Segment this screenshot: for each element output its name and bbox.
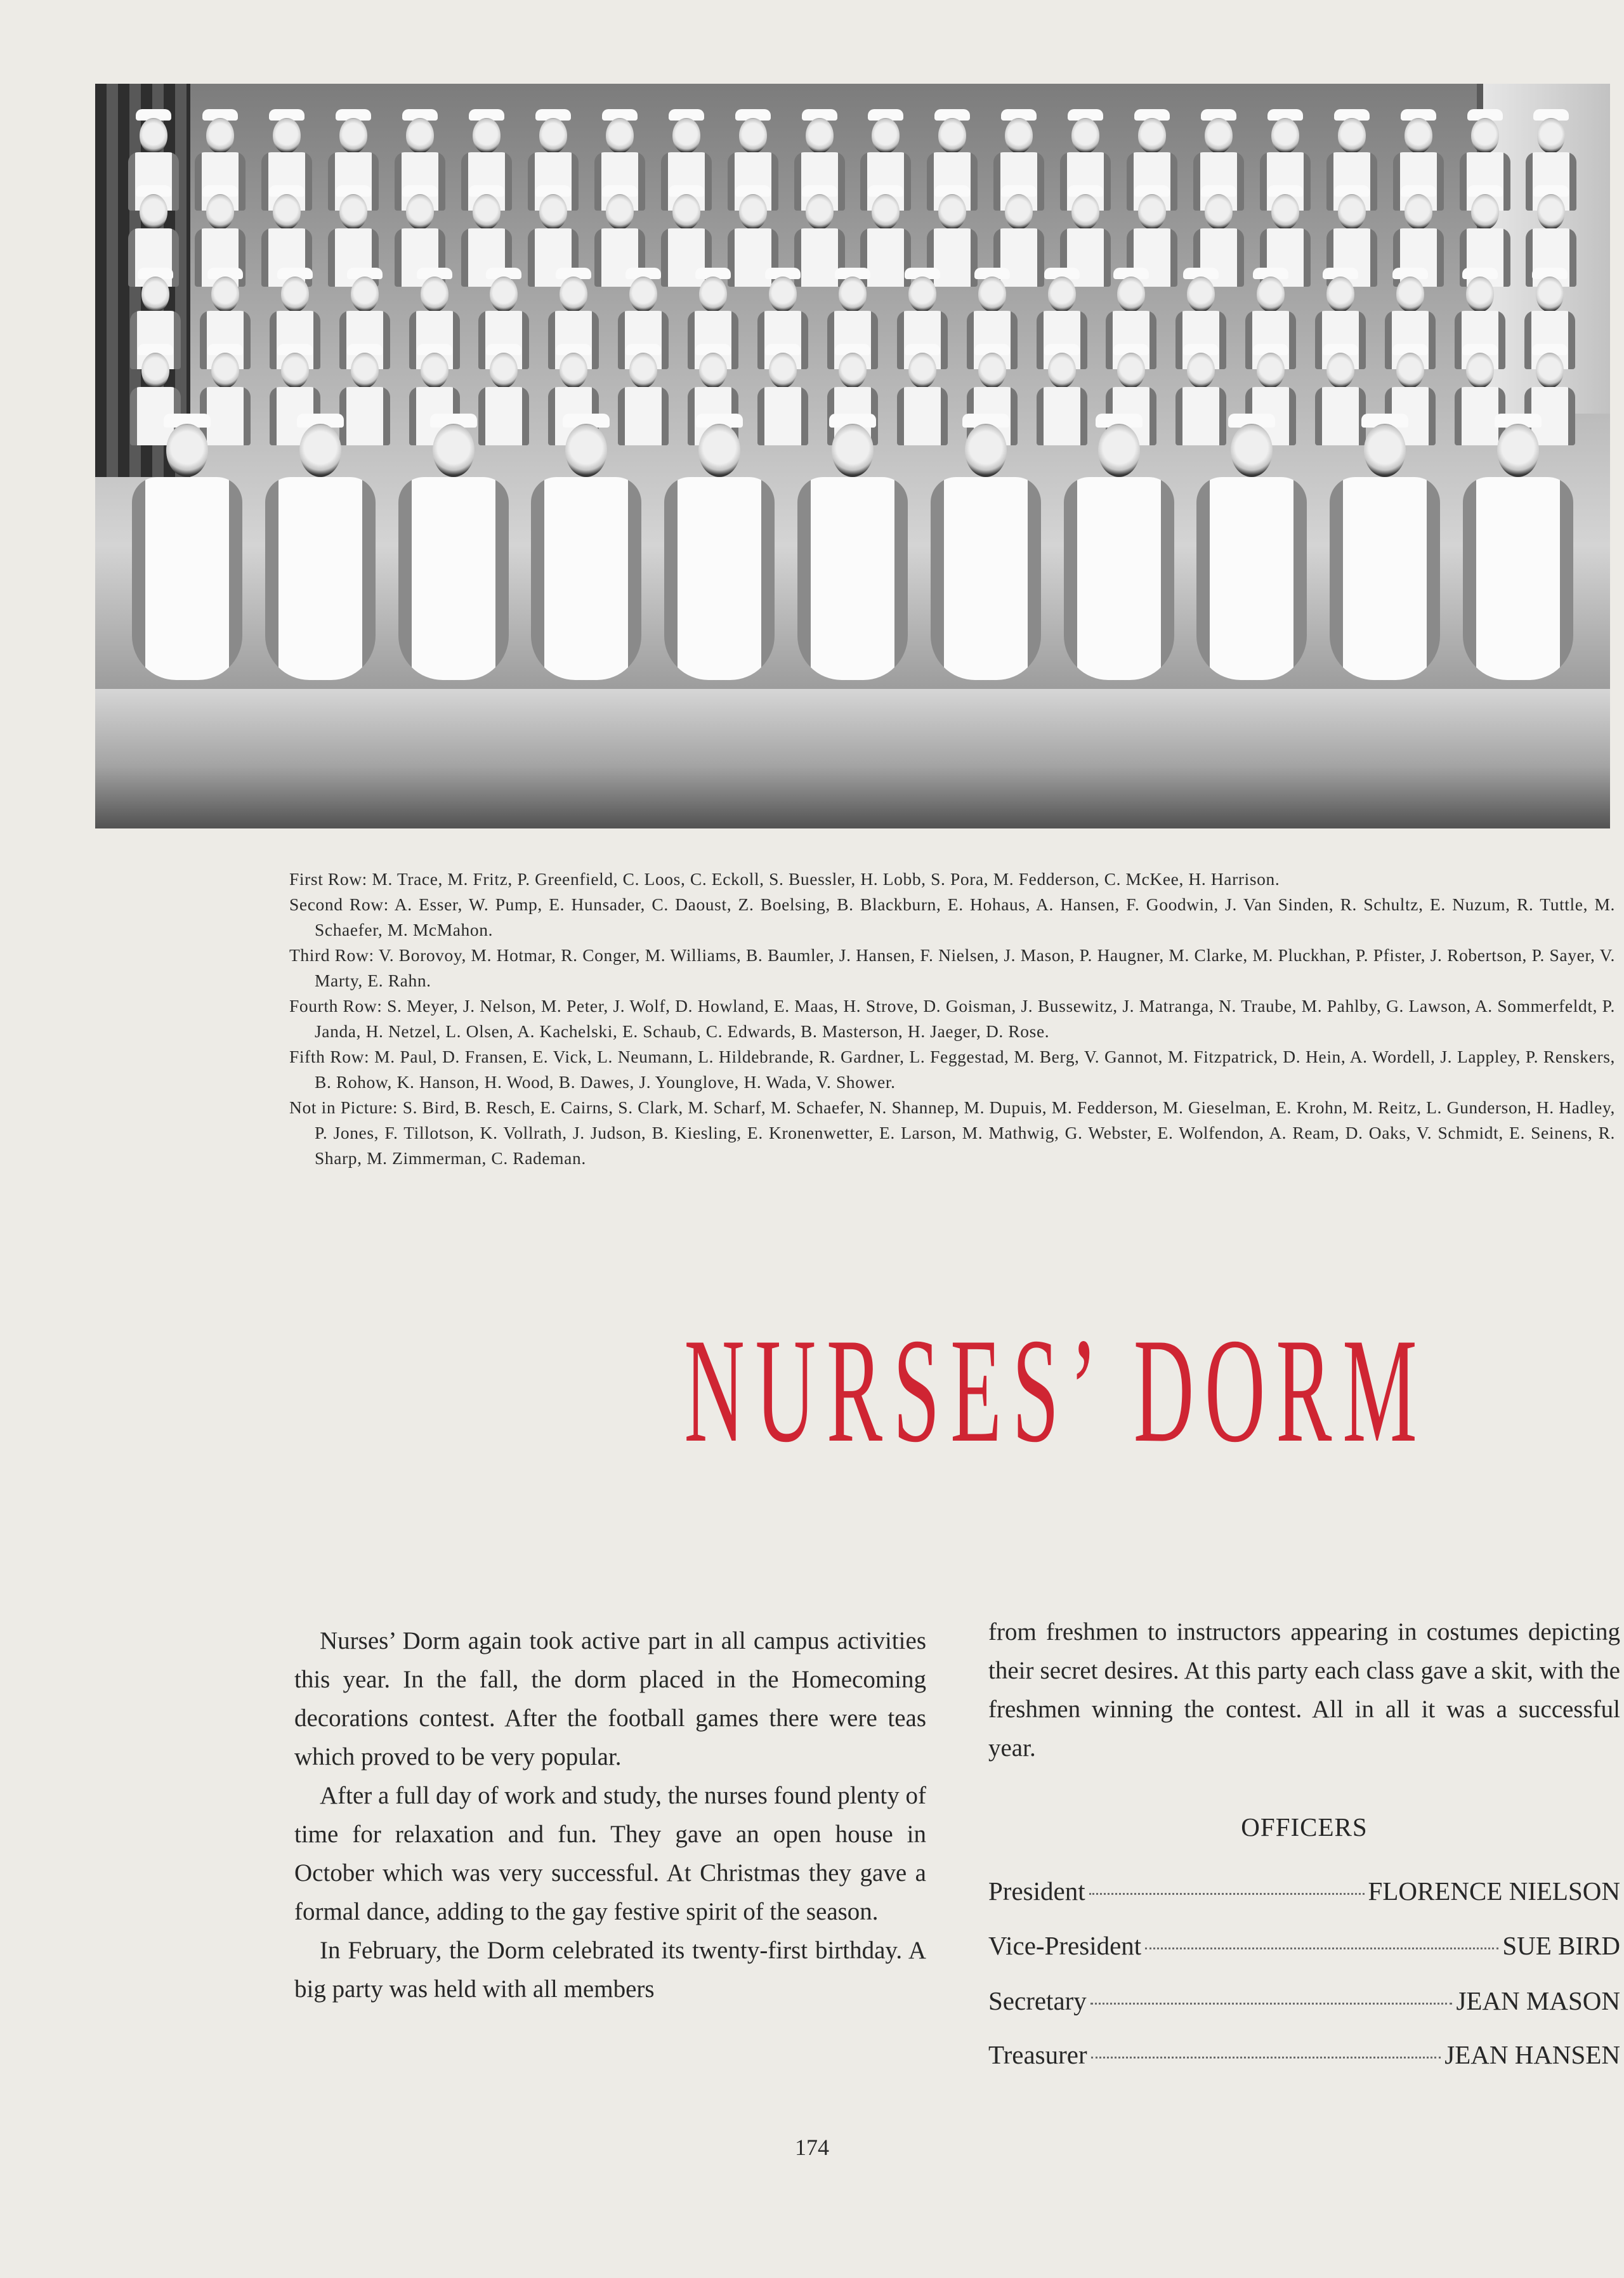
photo-caption bbox=[289, 867, 1615, 1171]
photo-person bbox=[1325, 414, 1445, 680]
officer-row bbox=[988, 1986, 1620, 2024]
officer-role: Treasurer bbox=[988, 2040, 1087, 2069]
person-face bbox=[839, 277, 867, 312]
officer-role: Secretary bbox=[988, 1986, 1087, 2015]
person-face bbox=[1471, 118, 1499, 154]
officer-row bbox=[988, 2039, 1620, 2078]
officer-role: President bbox=[988, 1876, 1085, 1906]
person-uniform bbox=[931, 477, 1041, 680]
person-face bbox=[1471, 194, 1499, 230]
person-face bbox=[1257, 353, 1285, 388]
person-face bbox=[1536, 353, 1564, 388]
photo-person bbox=[1191, 414, 1312, 680]
person-face bbox=[1338, 118, 1366, 154]
person-face bbox=[1048, 353, 1076, 388]
person-face bbox=[1396, 277, 1424, 312]
dot-leader bbox=[1145, 1947, 1498, 1949]
officer-row bbox=[988, 1876, 1620, 1914]
person-face bbox=[281, 353, 309, 388]
person-face bbox=[978, 277, 1006, 312]
caption-row bbox=[289, 1044, 1615, 1095]
dot-leader bbox=[1089, 1893, 1365, 1895]
person-face bbox=[908, 353, 936, 388]
dot-leader bbox=[1090, 2003, 1453, 2005]
caption-row bbox=[289, 867, 1615, 892]
person-face bbox=[606, 194, 634, 230]
person-face bbox=[1466, 353, 1494, 388]
body-paragraph: In February, the Dorm celebrated its twenty-first birthday. A big party was held with all members bbox=[294, 1937, 926, 2003]
person-face bbox=[938, 118, 966, 154]
person-uniform bbox=[664, 477, 775, 680]
person-face bbox=[406, 194, 434, 230]
person-uniform bbox=[531, 477, 641, 680]
person-face bbox=[1536, 277, 1564, 312]
person-face bbox=[1326, 353, 1354, 388]
person-face bbox=[1396, 353, 1424, 388]
person-face bbox=[1138, 194, 1166, 230]
person-face bbox=[1257, 277, 1285, 312]
officer-name: SUE BIRD bbox=[1502, 1931, 1620, 1960]
person-face bbox=[560, 353, 587, 388]
person-face bbox=[1537, 194, 1565, 230]
person-face bbox=[539, 118, 567, 154]
person-face bbox=[406, 118, 434, 154]
person-face bbox=[206, 118, 234, 154]
person-face bbox=[908, 277, 936, 312]
caption-names: V. Borovoy, M. Hotmar, R. Conger, M. Williams, B. Baumler, J. Hansen, F. Nielsen, J. Mason, P. Haugner, M. Clarke, M. Pluckhan, P. Pfister, J. Robertson, P. Sayer, V. Marty, E. Rahn. bbox=[315, 945, 1615, 990]
person-face bbox=[1117, 277, 1145, 312]
caption-label: Fifth Row: bbox=[289, 1047, 370, 1066]
person-face bbox=[490, 353, 518, 388]
caption-names: M. Trace, M. Fritz, P. Greenfield, C. Loos, C. Eckoll, S. Buessler, H. Lobb, S. Pora, M. Fedderson, C. McKee, H. Harrison. bbox=[372, 869, 1280, 889]
caption-label: Third Row: bbox=[289, 945, 374, 965]
photo-person bbox=[393, 414, 514, 680]
person-face bbox=[769, 277, 797, 312]
person-uniform bbox=[1463, 477, 1573, 680]
caption-label: First Row: bbox=[289, 869, 367, 889]
person-face bbox=[1071, 194, 1099, 230]
person-face bbox=[141, 277, 169, 312]
person-face bbox=[1117, 353, 1145, 388]
photo-person bbox=[127, 414, 247, 680]
caption-label: Not in Picture: bbox=[289, 1097, 398, 1117]
person-face bbox=[1271, 118, 1299, 154]
person-face bbox=[1005, 118, 1033, 154]
caption-label: Second Row: bbox=[289, 894, 389, 914]
caption-row bbox=[289, 892, 1615, 943]
person-face bbox=[699, 277, 727, 312]
person-face bbox=[1405, 118, 1432, 154]
person-face bbox=[140, 194, 167, 230]
person-uniform bbox=[1330, 477, 1440, 680]
body-paragraph: from freshmen to instructors appearing in costumes depicting their secret desires. At this party each class gave a skit, with the freshmen winning the contest. All in all it was a successful year. bbox=[988, 1618, 1620, 1762]
caption-row bbox=[289, 943, 1615, 993]
person-face bbox=[832, 424, 874, 477]
caption-names: A. Esser, W. Pump, E. Hunsader, C. Daoust, Z. Boelsing, B. Blackburn, E. Hohaus, A. Hansen, F. Goodwin, J. Van Sinden, R. Schultz, E. Nuzum, R. Tuttle, M. Schaefer, M. McMahon. bbox=[315, 894, 1615, 939]
page-number: 174 bbox=[795, 2135, 829, 2160]
person-face bbox=[141, 353, 169, 388]
person-face bbox=[629, 353, 657, 388]
person-face bbox=[1338, 194, 1366, 230]
caption-names: S. Meyer, J. Nelson, M. Peter, J. Wolf, D. Howland, E. Maas, H. Strove, D. Goisman, J. Bussewitz, J. Matranga, N. Traube, M. Pahlby, G. Lawson, A. Sommerfeldt, P. Janda, H. Netzel, L. Olsen, A. Kachelski, E. Schaub, C. Edwards, B. Masterson, H. Jaeger, D. Rose. bbox=[315, 996, 1615, 1041]
person-face bbox=[281, 277, 309, 312]
caption-names: M. Paul, D. Fransen, E. Vick, L. Neumann, L. Hildebrande, R. Gardner, L. Feggestad, M. Berg, V. Gannot, M. Fitzpatrick, D. Hein, A. Wordell, J. Lappley, P. Renskers, B. Rohow, K. Hanson, H. Wood, B. Dawes, J. Younglove, H. Wada, V. Shower. bbox=[315, 1047, 1615, 1092]
person-face bbox=[473, 118, 501, 154]
person-face bbox=[739, 194, 767, 230]
person-face bbox=[433, 424, 475, 477]
photo-person bbox=[926, 414, 1046, 680]
person-face bbox=[1005, 194, 1033, 230]
person-uniform bbox=[265, 477, 376, 680]
person-face bbox=[739, 118, 767, 154]
person-face bbox=[490, 277, 518, 312]
person-face bbox=[938, 194, 966, 230]
person-face bbox=[339, 118, 367, 154]
officer-role: Vice-President bbox=[988, 1931, 1142, 1960]
person-face bbox=[806, 194, 834, 230]
person-face bbox=[273, 194, 301, 230]
person-face bbox=[421, 277, 449, 312]
person-face bbox=[1231, 424, 1273, 477]
person-face bbox=[672, 194, 700, 230]
person-face bbox=[1364, 424, 1406, 477]
person-face bbox=[1048, 277, 1076, 312]
photo-person bbox=[659, 414, 780, 680]
person-face bbox=[1071, 118, 1099, 154]
caption-names: S. Bird, B. Resch, E. Cairns, S. Clark, M. Scharf, M. Schaefer, N. Shannep, M. Dupuis, M. Fedderson, M. Gieselman, E. Krohn, M. Reitz, L. Gunderson, H. Hadley, P. Jones, F. Tillotson, K. Vollrath, J. Judson, B. Kiesling, E. Kronenwetter, E. Larson, M. Mathwig, G. Webster, E. Wolfendon, A. Ream, D. Oaks, V. Schmidt, E. Seinens, R. Sharp, M. Zimmerman, C. Rademan. bbox=[315, 1097, 1615, 1168]
person-face bbox=[965, 424, 1007, 477]
photo-person bbox=[526, 414, 646, 680]
person-face bbox=[1205, 194, 1233, 230]
body-column-right bbox=[988, 1613, 1620, 1767]
person-face bbox=[1466, 277, 1494, 312]
person-uniform bbox=[1196, 477, 1307, 680]
body-paragraph: After a full day of work and study, the nurses found plenty of time for relaxation and fun. They gave an open house in October which was very successful. At Christmas they gave a formal dance, adding to the gay festive spirit of the season. bbox=[294, 1782, 926, 1925]
person-face bbox=[421, 353, 449, 388]
person-face bbox=[560, 277, 587, 312]
person-face bbox=[806, 118, 834, 154]
person-face bbox=[565, 424, 607, 477]
person-face bbox=[351, 353, 379, 388]
caption-label: Fourth Row: bbox=[289, 996, 383, 1016]
person-face bbox=[699, 353, 727, 388]
person-face bbox=[839, 353, 867, 388]
person-face bbox=[351, 277, 379, 312]
person-face bbox=[672, 118, 700, 154]
person-face bbox=[1271, 194, 1299, 230]
photo-row-front bbox=[121, 414, 1585, 680]
floor bbox=[95, 689, 1610, 828]
photo-person bbox=[1458, 414, 1578, 680]
person-face bbox=[166, 424, 208, 477]
person-face bbox=[698, 424, 740, 477]
person-face bbox=[978, 353, 1006, 388]
person-face bbox=[872, 194, 900, 230]
person-uniform bbox=[797, 477, 908, 680]
person-face bbox=[140, 118, 167, 154]
person-face bbox=[299, 424, 341, 477]
person-face bbox=[872, 118, 900, 154]
caption-row bbox=[289, 1095, 1615, 1171]
group-photo bbox=[95, 84, 1610, 828]
person-face bbox=[1405, 194, 1432, 230]
body-paragraph: Nurses’ Dorm again took active part in all campus activities this year. In the fall, the dorm placed in the Homecoming decorations contest. After the football games there were teas which proved to be very popular. bbox=[294, 1627, 926, 1771]
person-face bbox=[1187, 277, 1215, 312]
person-uniform bbox=[132, 477, 242, 680]
person-face bbox=[339, 194, 367, 230]
officer-name: FLORENCE NIELSON bbox=[1368, 1876, 1620, 1906]
officer-name: JEAN HANSEN bbox=[1444, 2040, 1620, 2069]
photo-person bbox=[1059, 414, 1179, 680]
page-title: NURSES’ DORM bbox=[684, 1308, 1428, 1474]
photo-person bbox=[792, 414, 913, 680]
person-face bbox=[606, 118, 634, 154]
person-face bbox=[273, 118, 301, 154]
person-face bbox=[629, 277, 657, 312]
officer-row bbox=[988, 1930, 1620, 1968]
officers-heading: OFFICERS bbox=[1241, 1812, 1368, 1842]
person-face bbox=[206, 194, 234, 230]
photo-person bbox=[260, 414, 381, 680]
dot-leader bbox=[1091, 2057, 1441, 2059]
person-uniform bbox=[1064, 477, 1174, 680]
person-face bbox=[1187, 353, 1215, 388]
person-face bbox=[1537, 118, 1565, 154]
person-face bbox=[473, 194, 501, 230]
person-face bbox=[769, 353, 797, 388]
person-face bbox=[1098, 424, 1140, 477]
person-face bbox=[1326, 277, 1354, 312]
person-face bbox=[1138, 118, 1166, 154]
officer-name: JEAN MASON bbox=[1456, 1986, 1620, 2015]
person-uniform bbox=[398, 477, 509, 680]
person-face bbox=[211, 353, 239, 388]
caption-row bbox=[289, 993, 1615, 1044]
body-column-left bbox=[294, 1621, 926, 2008]
person-face bbox=[1497, 424, 1539, 477]
person-face bbox=[1205, 118, 1233, 154]
person-face bbox=[211, 277, 239, 312]
person-face bbox=[539, 194, 567, 230]
